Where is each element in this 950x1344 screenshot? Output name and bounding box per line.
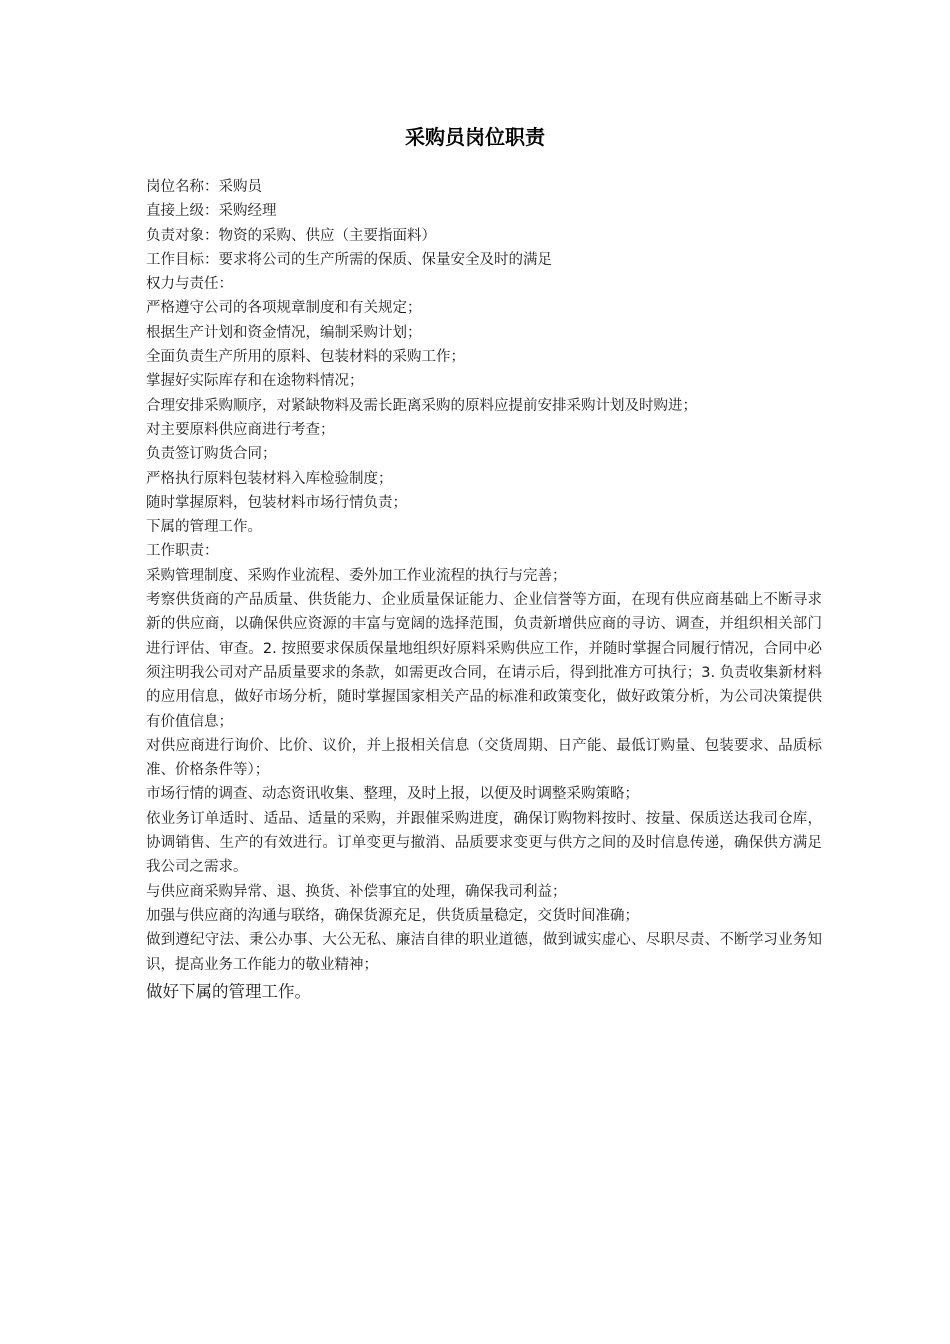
- document-title: 采购员岗位职责: [405, 125, 545, 149]
- duty-item: 加强与供应商的沟通与联络，确保货源充足，供货质量稳定，交货时间准确；: [146, 907, 639, 924]
- field-responsible-object: 负责对象：物资的采购、供应（主要指面料）: [146, 227, 436, 244]
- duty-item: 采购管理制度、采购作业流程、委外加工作业流程的执行与完善；: [146, 567, 567, 584]
- duty-item: 做到遵纪守法、秉公办事、大公无私、廉洁自律的职业道德，做到诚实虚心、尽职尽责、不断学习业务知识，提高业务工作能力的敬业精神；: [146, 932, 822, 973]
- authority-item: 合理安排采购顺序，对紧缺物料及需长距离采购的原料应提前安排采购计划及时购进；: [146, 397, 697, 414]
- authority-item: 掌握好实际库存和在途物料情况；: [146, 373, 364, 390]
- field-work-goal: 工作目标：要求将公司的生产所需的保质、保量安全及时的满足: [146, 251, 552, 268]
- authority-item: 对主要原料供应商进行考查；: [146, 421, 335, 438]
- section-heading-duties: 工作职责：: [146, 543, 219, 560]
- authority-item: 下属的管理工作。: [146, 519, 262, 536]
- duty-item: 对供应商进行询价、比价、议价，并上报相关信息（交货周期、日产能、最低订购量、包装要求、品质标准、价格条件等）；: [146, 737, 822, 779]
- duty-item: 与供应商采购异常、退、换货、补偿事宜的处理，确保我司利益；: [146, 883, 567, 900]
- section-heading-authority: 权力与责任：: [146, 276, 233, 293]
- authority-item: 根据生产计划和资金情况，编制采购计划；: [146, 324, 422, 341]
- duty-item: 考察供货商的产品质量、供货能力、企业质量保证能力、企业信誉等方面，在现有供应商基础上不断寻求新的供应商，以确保供应资源的丰富与宽阔的选择范围，负责新增供应商的寻访、调查，并组织相关部门进行评估、审查。2. 按照要求保质保量地组织好原料采购供应工作，并随时掌握合同履行情况，合同中必须注明我公司对产品质量要求的条款，如需更改合同，在请示后，得到批准方可执行；3. 负责收集新材料的应用信息，做好市场分析，随时掌握国家相关产品的标准和政策变化，做好政策分析，为公司决策提供有价值信息；: [146, 592, 822, 730]
- authority-item: 全面负责生产所用的原料、包装材料的采购工作；: [146, 349, 465, 366]
- authority-item: 严格遵守公司的各项规章制度和有关规定；: [146, 300, 422, 317]
- duty-item: 依业务订单适时、适品、适量的采购，并跟催采购进度，确保订购物料按时、按量、保质送达我司仓库，协调销售、生产的有效进行。订单变更与撤消、品质要求变更与供方之间的及时信息传递，确保供方满足我公司之需求。: [146, 810, 822, 876]
- duty-item-final: 做好下属的管理工作。: [146, 981, 311, 1001]
- field-position-name: 岗位名称：采购员: [146, 179, 262, 195]
- authority-item: 严格执行原料包装材料入库检验制度；: [146, 470, 393, 487]
- authority-item: 随时掌握原料，包装材料市场行情负责；: [146, 494, 407, 511]
- duty-item: 市场行情的调查、动态资讯收集、整理，及时上报，以便及时调整采购策略；: [146, 786, 639, 803]
- field-direct-supervisor: 直接上级：采购经理: [146, 203, 277, 220]
- authority-item: 负责签订购货合同；: [146, 446, 277, 463]
- document-body: [146, 175, 822, 1005]
